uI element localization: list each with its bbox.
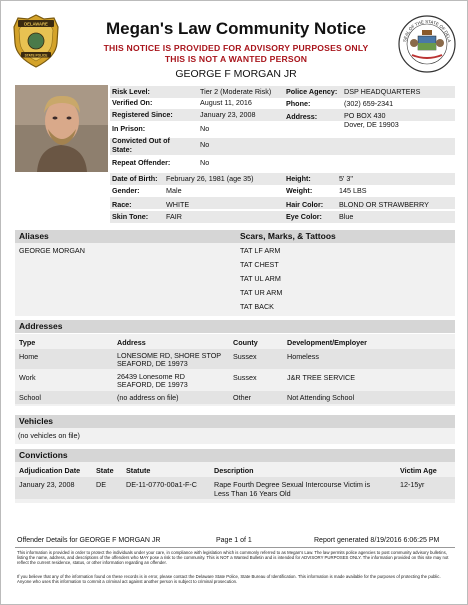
repeat-offender-value: No bbox=[200, 158, 210, 167]
column-header: State bbox=[96, 466, 114, 475]
phone-label: Phone: bbox=[286, 99, 311, 108]
height-label: Height: bbox=[286, 174, 311, 183]
address-county: Other bbox=[233, 393, 251, 402]
gender-value: Male bbox=[166, 186, 182, 195]
vehicles-body bbox=[15, 428, 455, 444]
police-agency-value: DSP HEADQUARTERS bbox=[344, 87, 421, 96]
badge-bottom-text: STATE POLICE bbox=[24, 53, 48, 58]
height-value: 5' 3" bbox=[339, 174, 353, 183]
eye-color-value: Blue bbox=[339, 212, 354, 221]
address-label: Address: bbox=[286, 112, 318, 121]
footer-report-date: Report generated 8/19/2016 6:06:25 PM bbox=[314, 537, 440, 544]
scar-item: TAT UL ARM bbox=[240, 274, 281, 283]
hair-color-label: Hair Color: bbox=[286, 200, 324, 209]
column-header: Description bbox=[214, 466, 254, 475]
seal-text: SEAL OF THE STATE OF DELA bbox=[402, 18, 452, 43]
dob-label: Date of Birth: bbox=[112, 174, 158, 183]
scar-item: TAT LF ARM bbox=[240, 246, 281, 255]
address-type: Home bbox=[19, 352, 39, 361]
scars-title: Scars, Marks, & Tattoos bbox=[240, 231, 336, 241]
disclaimer-error-text: If you believe that any of the information found on these records is in error, please contact the Delaware State Police, State Bureau of Identification. This information is made available for the purposes of protecting the public. Anyone who uses this information to commit a criminal act against another person is subject to criminal prosecution. bbox=[17, 574, 441, 585]
conviction-statute: DE-11-0770-00a1-F-C bbox=[126, 480, 197, 489]
footer-page-number: Page 1 of 1 bbox=[216, 537, 252, 544]
conviction-state: DE bbox=[96, 480, 106, 489]
aliases-section-header bbox=[15, 230, 455, 243]
alias-item: GEORGE MORGAN bbox=[19, 246, 85, 255]
offender-photo bbox=[15, 85, 108, 172]
address-city: SEAFORD, DE 19973 bbox=[117, 359, 188, 368]
table-row bbox=[15, 477, 455, 499]
gender-label: Gender: bbox=[112, 186, 140, 195]
registered-since-label: Registered Since: bbox=[112, 110, 173, 119]
address-development: Not Attending School bbox=[287, 393, 355, 402]
address-type: Work bbox=[19, 373, 36, 382]
weight-label: Weight: bbox=[286, 186, 313, 195]
column-header: Statute bbox=[126, 466, 151, 475]
risk-level-label: Risk Level: bbox=[112, 87, 150, 96]
address-development: Homeless bbox=[287, 352, 319, 361]
column-header: Type bbox=[19, 338, 36, 347]
disclaimer-text: This information is provided in order to protect the individuals under your care, in compliance with legislation which is commonly referred to as Megan's Law. The law permits police agencies to post community advisory bulletins, listing the name, address, and descriptions of the offenders who MAY pose a risk to the community. This is NOT a Wanted Bulletin and is intended for ADVISORY PURPOSES ONLY. The information provided on this site may not reflect the current residence, status, or other information regarding an offender. bbox=[17, 550, 449, 566]
table-row bbox=[15, 391, 455, 404]
not-wanted-notice: THIS IS NOT A WANTED PERSON bbox=[164, 54, 308, 64]
address-county: Sussex bbox=[233, 352, 257, 361]
verified-on-value: August 11, 2016 bbox=[200, 98, 252, 107]
risk-level-value: Tier 2 (Moderate Risk) bbox=[200, 87, 272, 96]
scar-item: TAT CHEST bbox=[240, 260, 279, 269]
address-line1: PO BOX 430 bbox=[344, 111, 386, 120]
table-row bbox=[15, 349, 455, 369]
race-value: WHITE bbox=[166, 200, 190, 209]
column-header: Victim Age bbox=[400, 466, 437, 475]
skin-tone-label: Skin Tone: bbox=[112, 212, 149, 221]
address-line: LONESOME RD, SHORE STOP bbox=[117, 351, 222, 360]
conviction-description-2: Less Than 16 Years Old bbox=[214, 489, 291, 498]
in-prison-label: In Prison: bbox=[112, 124, 146, 133]
scar-item: TAT BACK bbox=[240, 302, 274, 311]
footer-divider bbox=[15, 547, 455, 548]
column-header: Adjudication Date bbox=[19, 466, 81, 475]
column-header: Address bbox=[117, 338, 146, 347]
hair-color-value: BLOND OR STRAWBERRY bbox=[339, 200, 429, 209]
address-development: J&R TREE SERVICE bbox=[287, 373, 356, 382]
victim-age: 12-15yr bbox=[400, 480, 425, 489]
column-header: County bbox=[233, 338, 258, 347]
conviction-description: Rape Fourth Degree Sexual Intercourse Victim is bbox=[214, 480, 371, 489]
scar-item: TAT UR ARM bbox=[240, 288, 283, 297]
phone-value: (302) 659-2341 bbox=[344, 99, 394, 108]
convictions-table bbox=[15, 462, 455, 503]
aliases-title: Aliases bbox=[19, 231, 49, 241]
registered-since-value: January 23, 2008 bbox=[200, 110, 256, 119]
address-city: SEAFORD, DE 19973 bbox=[117, 380, 188, 389]
offender-name: GEORGE F MORGAN JR bbox=[175, 68, 297, 80]
badge-top-text: DELAWARE bbox=[24, 21, 48, 27]
race-label: Race: bbox=[112, 200, 132, 209]
convictions-section-header: Convictions bbox=[15, 449, 455, 462]
weight-value: 145 LBS bbox=[339, 186, 367, 195]
address-line: (no address on file) bbox=[117, 393, 179, 402]
eye-color-label: Eye Color: bbox=[286, 212, 322, 221]
address-type: School bbox=[19, 393, 41, 402]
table-row bbox=[15, 370, 455, 390]
address-line2: Dover, DE 19903 bbox=[344, 120, 399, 129]
police-agency-label: Police Agency: bbox=[286, 87, 338, 96]
convicted-out-value: No bbox=[200, 140, 210, 149]
addresses-table bbox=[15, 334, 455, 406]
convicted-out-label: Convicted Out of bbox=[112, 136, 170, 145]
dob-value: February 26, 1981 (age 35) bbox=[166, 174, 254, 183]
vehicles-section-header: Vehicles bbox=[15, 415, 455, 428]
advisory-notice: THIS NOTICE IS PROVIDED FOR ADVISORY PURPOSES ONLY bbox=[103, 43, 369, 53]
column-header: Development/Employer bbox=[287, 338, 367, 347]
convicted-out-label-2: State: bbox=[112, 145, 132, 154]
skin-tone-value: FAIR bbox=[166, 212, 182, 221]
address-county: Sussex bbox=[233, 373, 257, 382]
footer-offender: Offender Details for GEORGE F MORGAN JR bbox=[17, 537, 161, 544]
verified-on-label: Verified On: bbox=[112, 98, 153, 107]
in-prison-value: No bbox=[200, 124, 210, 133]
repeat-offender-label: Repeat Offender: bbox=[112, 158, 171, 167]
no-vehicles-text: (no vehicles on file) bbox=[18, 431, 80, 440]
page-title: Megan's Law Community Notice bbox=[105, 19, 367, 38]
address-line: 26439 Lonesome RD bbox=[117, 372, 185, 381]
police-badge-icon bbox=[11, 13, 61, 69]
conviction-date: January 23, 2008 bbox=[19, 480, 75, 489]
addresses-section-header: Addresses bbox=[15, 320, 455, 333]
aliases-body bbox=[15, 243, 455, 316]
state-seal-icon bbox=[398, 15, 456, 73]
